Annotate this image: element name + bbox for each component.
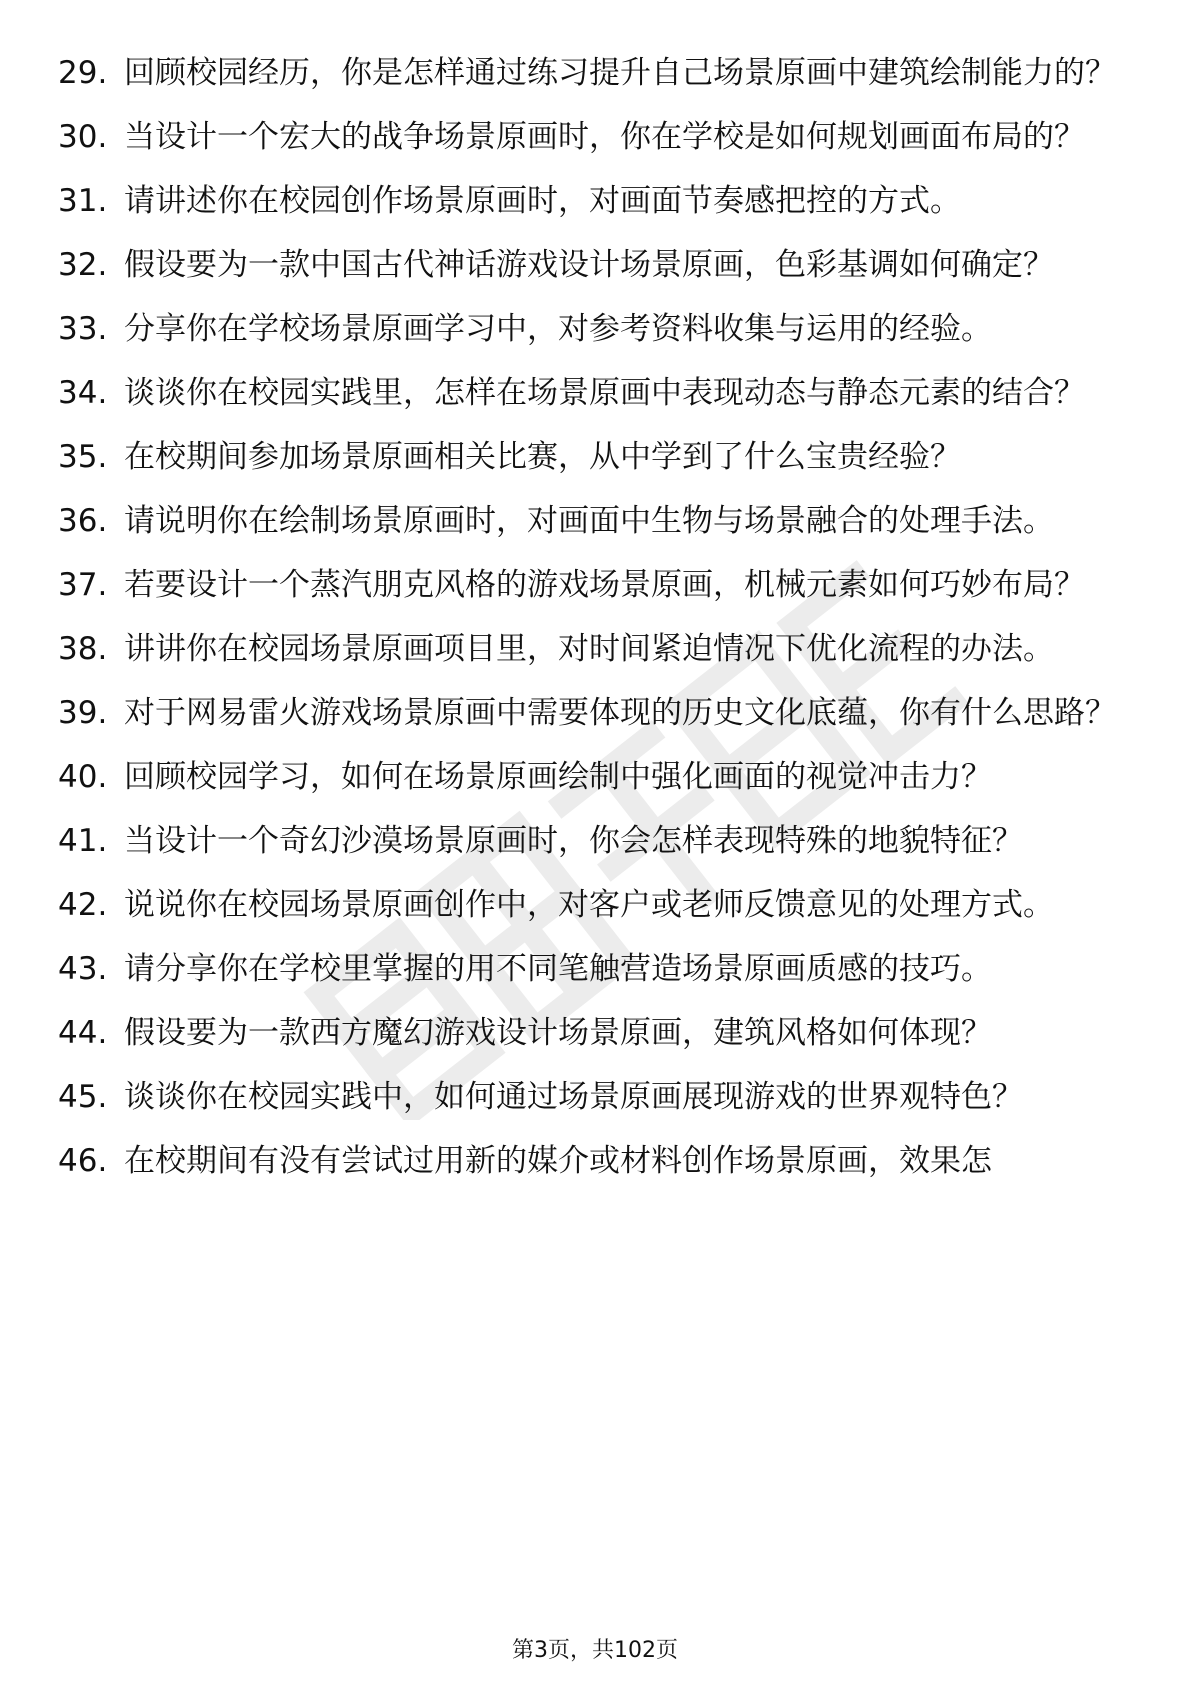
- question-item: [58, 244, 1138, 287]
- question-text: 谈谈你在校园实践中，如何通过场景原画展现游戏的世界观特色？: [124, 1079, 1023, 1115]
- question-number: 37.: [58, 567, 108, 603]
- question-item: [58, 756, 1138, 799]
- question-number: 46.: [58, 1143, 108, 1179]
- question-item: [58, 180, 1138, 223]
- question-item: [58, 1140, 1138, 1183]
- question-number: 45.: [58, 1079, 108, 1115]
- question-text: 讲讲你在校园场景原画项目里，对时间紧迫情况下优化流程的办法。: [124, 631, 1054, 667]
- question-item: [58, 1012, 1138, 1055]
- question-text: 对于网易雷火游戏场景原画中需要体现的历史文化底蕴，你有什么思路？: [124, 695, 1116, 731]
- question-item: [58, 436, 1138, 479]
- question-text: 请讲述你在校园创作场景原画时，对画面节奏感把控的方式。: [124, 183, 961, 219]
- question-number: 31.: [58, 183, 108, 219]
- question-text: 在校期间有没有尝试过用新的媒介或材料创作场景原画，效果怎: [124, 1143, 992, 1179]
- question-text: 说说你在校园场景原画创作中，对客户或老师反馈意见的处理方式。: [124, 887, 1054, 923]
- question-number: 35.: [58, 439, 108, 475]
- question-item: [58, 628, 1138, 671]
- question-text: 谈谈你在校园实践里，怎样在场景原画中表现动态与静态元素的结合？: [124, 375, 1085, 411]
- question-item: [58, 1076, 1138, 1119]
- question-item: [58, 308, 1138, 351]
- question-item: [58, 884, 1138, 927]
- question-text: 回顾校园经历，你是怎样通过练习提升自己场景原画中建筑绘制能力的？: [124, 55, 1116, 91]
- question-item: [58, 116, 1138, 159]
- question-item: [58, 820, 1138, 863]
- question-number: 30.: [58, 119, 108, 155]
- question-text: 分享你在学校场景原画学习中，对参考资料收集与运用的经验。: [124, 311, 992, 347]
- page-footer: 第3页，共102页: [512, 1638, 678, 1663]
- question-item: [58, 692, 1138, 735]
- question-number: 32.: [58, 247, 108, 283]
- question-number: 33.: [58, 311, 108, 347]
- question-text: 请分享你在学校里掌握的用不同笔触营造场景原画质感的技巧。: [124, 951, 992, 987]
- question-text: 假设要为一款西方魔幻游戏设计场景原画，建筑风格如何体现？: [124, 1015, 992, 1051]
- question-number: 34.: [58, 375, 108, 411]
- question-item: [58, 948, 1138, 991]
- question-item: [58, 500, 1138, 543]
- question-list: [58, 52, 1138, 1204]
- question-number: 29.: [58, 55, 108, 91]
- question-item: [58, 52, 1138, 95]
- question-number: 42.: [58, 887, 108, 923]
- question-text: 请说明你在绘制场景原画时，对画面中生物与场景融合的处理手法。: [124, 503, 1054, 539]
- question-number: 41.: [58, 823, 108, 859]
- question-number: 39.: [58, 695, 108, 731]
- question-text: 当设计一个奇幻沙漠场景原画时，你会怎样表现特殊的地貌特征？: [124, 823, 1023, 859]
- question-number: 38.: [58, 631, 108, 667]
- question-text: 当设计一个宏大的战争场景原画时，你在学校是如何规划画面布局的？: [124, 119, 1085, 155]
- question-number: 36.: [58, 503, 108, 539]
- question-number: 43.: [58, 951, 108, 987]
- question-number: 44.: [58, 1015, 108, 1051]
- question-text: 假设要为一款中国古代神话游戏设计场景原画，色彩基调如何确定？: [124, 247, 1054, 283]
- question-number: 40.: [58, 759, 108, 795]
- question-item: [58, 372, 1138, 415]
- question-item: [58, 564, 1138, 607]
- question-text: 回顾校园学习，如何在场景原画绘制中强化画面的视觉冲击力？: [124, 759, 992, 795]
- question-text: 在校期间参加场景原画相关比赛，从中学到了什么宝贵经验？: [124, 439, 961, 475]
- question-text: 若要设计一个蒸汽朋克风格的游戏场景原画，机械元素如何巧妙布局？: [124, 567, 1085, 603]
